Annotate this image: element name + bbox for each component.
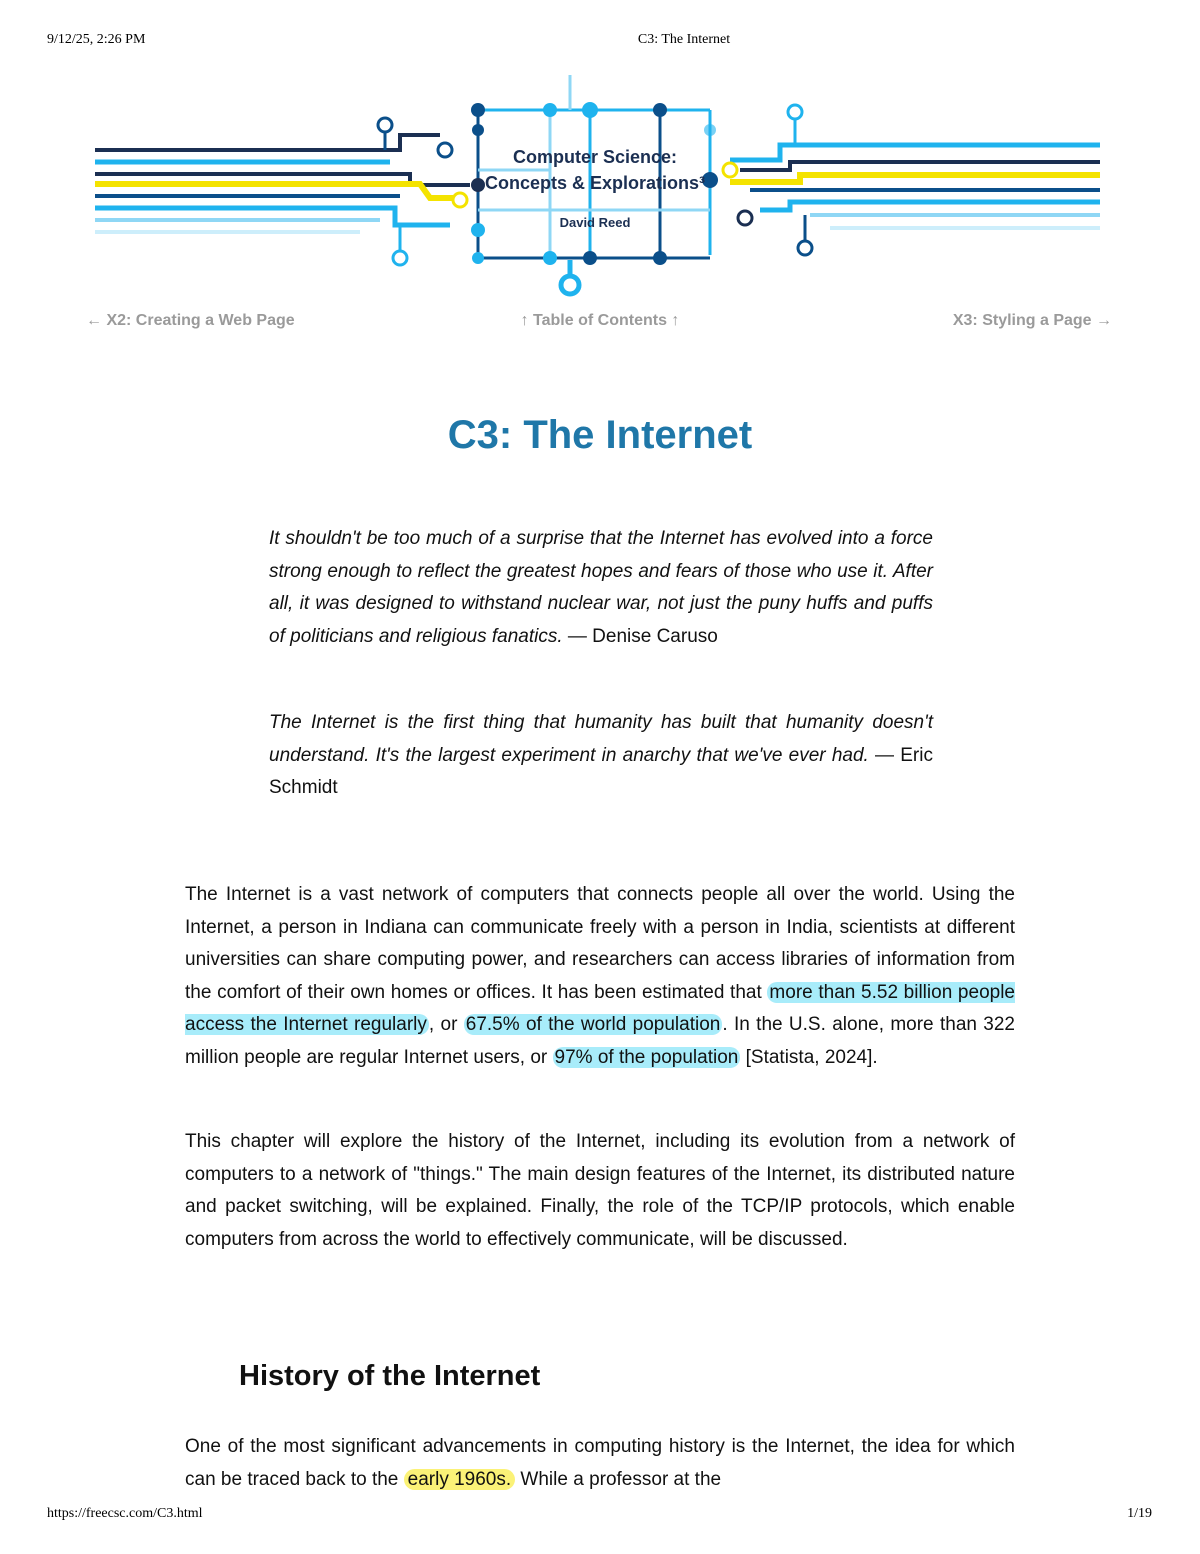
- epigraph-attribution: — Eric Schmidt: [269, 744, 933, 798]
- text-run: [Statista, 2024].: [740, 1046, 878, 1068]
- highlight-us-population: 97% of the population: [554, 1046, 739, 1068]
- highlight-world-population: 67.5% of the world population: [465, 1014, 721, 1035]
- text-run: , or: [428, 1014, 464, 1035]
- banner-author: David Reed: [559, 215, 631, 230]
- prev-chapter-link[interactable]: ← X2: Creating a Web Page: [86, 312, 295, 329]
- text-run: . In the U.S. alone, more than 322 million people are regular Internet users, or: [185, 1014, 1015, 1068]
- highlight-early-1960s: early 1960s.: [404, 1469, 516, 1490]
- epigraph-attribution: — Denise Caruso: [562, 625, 718, 647]
- table-of-contents-link[interactable]: ↑ Table of Contents ↑: [520, 312, 680, 329]
- banner-title-line1: Computer Science:: [512, 147, 678, 167]
- highlight-billion-users: more than 5.52 billion people access the Internet regularly: [185, 981, 1015, 1035]
- chapter-overview-paragraph: This chapter will explore the history of the Internet, including its evolution from a network of computers to a network of "things." The main design features of the Internet, its distributed nature and packet switching, will be explained. Finally, the role of the TCP/IP protocols, which enable computers from across the world to effectively communicate, will be discussed.: [185, 1131, 1015, 1250]
- print-title: C3: The Internet: [637, 32, 731, 47]
- page-title: C3: The Internet: [447, 413, 753, 457]
- text-run: One of the most significant advancements in computing history is the Internet, the idea for which can be traced back to the: [185, 1436, 1015, 1490]
- section-heading-history: History of the Internet: [239, 1360, 541, 1392]
- left-traces: [95, 130, 470, 255]
- print-page-number: 1/19: [1127, 1506, 1152, 1521]
- print-datetime: 9/12/25, 2:26 PM: [47, 32, 146, 47]
- history-paragraph: [185, 1431, 1015, 1496]
- epigraph-quote: The Internet is the first thing that humanity has built that humanity doesn't understand. It's the largest experiment in anarchy that we've ever had.: [269, 712, 933, 766]
- print-url: https://freecsc.com/C3.html: [47, 1506, 203, 1521]
- next-chapter-link[interactable]: X3: Styling a Page →: [952, 312, 1112, 329]
- text-run: While a professor at the: [515, 1468, 722, 1490]
- epigraph-quote: It shouldn't be too much of a surprise that the Internet has evolved into a force strong enough to reflect the greatest hopes and fears of those who use it. After all, it was designed to withstand nuclear war, not just the puny huffs and puffs of politicians and religious fanatics.: [269, 528, 933, 647]
- intro-paragraph: [185, 879, 1015, 1074]
- book-banner: [90, 70, 1110, 305]
- banner-title-line2: Concepts & Explorations³: [484, 173, 706, 193]
- epigraph-caruso: [269, 523, 933, 653]
- epigraph-schmidt: [269, 707, 933, 805]
- right-traces: [730, 115, 1100, 245]
- text-run: The Internet is a vast network of computers that connects people all over the world. Using the Internet, a person in Indiana can communicate freely with a person in India, scientists at different universities can share computing power, and researchers can access libraries of information from the comfort of their own homes or offices. It has been estimated that: [185, 884, 1015, 1003]
